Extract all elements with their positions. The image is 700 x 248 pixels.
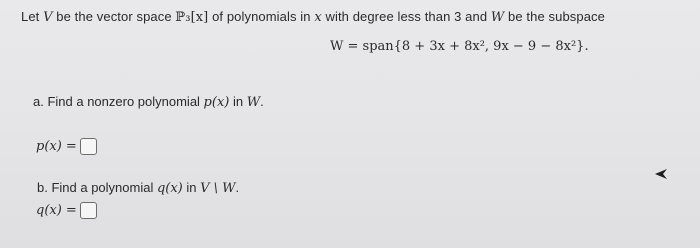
part-b-end: .: [235, 180, 240, 195]
part-b-prompt: [37, 180, 239, 196]
intro-var-x: x: [314, 10, 322, 25]
intro-text-2: be the vector space: [52, 9, 176, 24]
span-equation: W = span{8 + 3x + 8x², 9x − 9 − 8x²}.: [330, 39, 589, 54]
part-b-math: q(x): [156, 181, 183, 196]
part-a-W: W: [246, 95, 261, 110]
intro-text-1: Let: [21, 9, 44, 24]
intro-space-P: ℙ₃[x]: [175, 10, 209, 25]
mouse-cursor-icon: [654, 168, 668, 180]
intro-var-V: V: [43, 10, 53, 25]
part-a-end: .: [260, 94, 264, 109]
part-a-answer-input[interactable]: [80, 138, 97, 155]
part-a-prompt: [33, 94, 264, 110]
part-b-answer-input[interactable]: [80, 202, 97, 219]
intro-var-W: W: [490, 10, 505, 25]
part-a-text: a. Find a nonzero polynomial: [33, 94, 204, 109]
part-b-text: b. Find a polynomial: [37, 180, 157, 195]
part-b-answer-label: q(x) =: [36, 203, 77, 218]
part-b-set: V \ W: [200, 181, 236, 196]
problem-statement: [21, 9, 605, 25]
part-b-in: in: [182, 180, 201, 195]
part-b-answer-row: [36, 202, 97, 219]
part-a-in: in: [229, 94, 247, 109]
part-a-math: p(x): [203, 95, 230, 110]
intro-text-3: of polynomials in: [208, 9, 315, 24]
part-a-answer-label: p(x) =: [36, 139, 77, 154]
part-a-answer-row: [36, 138, 97, 155]
intro-text-4: with degree less than 3 and: [321, 9, 491, 24]
intro-text-5: be the subspace: [504, 9, 605, 24]
